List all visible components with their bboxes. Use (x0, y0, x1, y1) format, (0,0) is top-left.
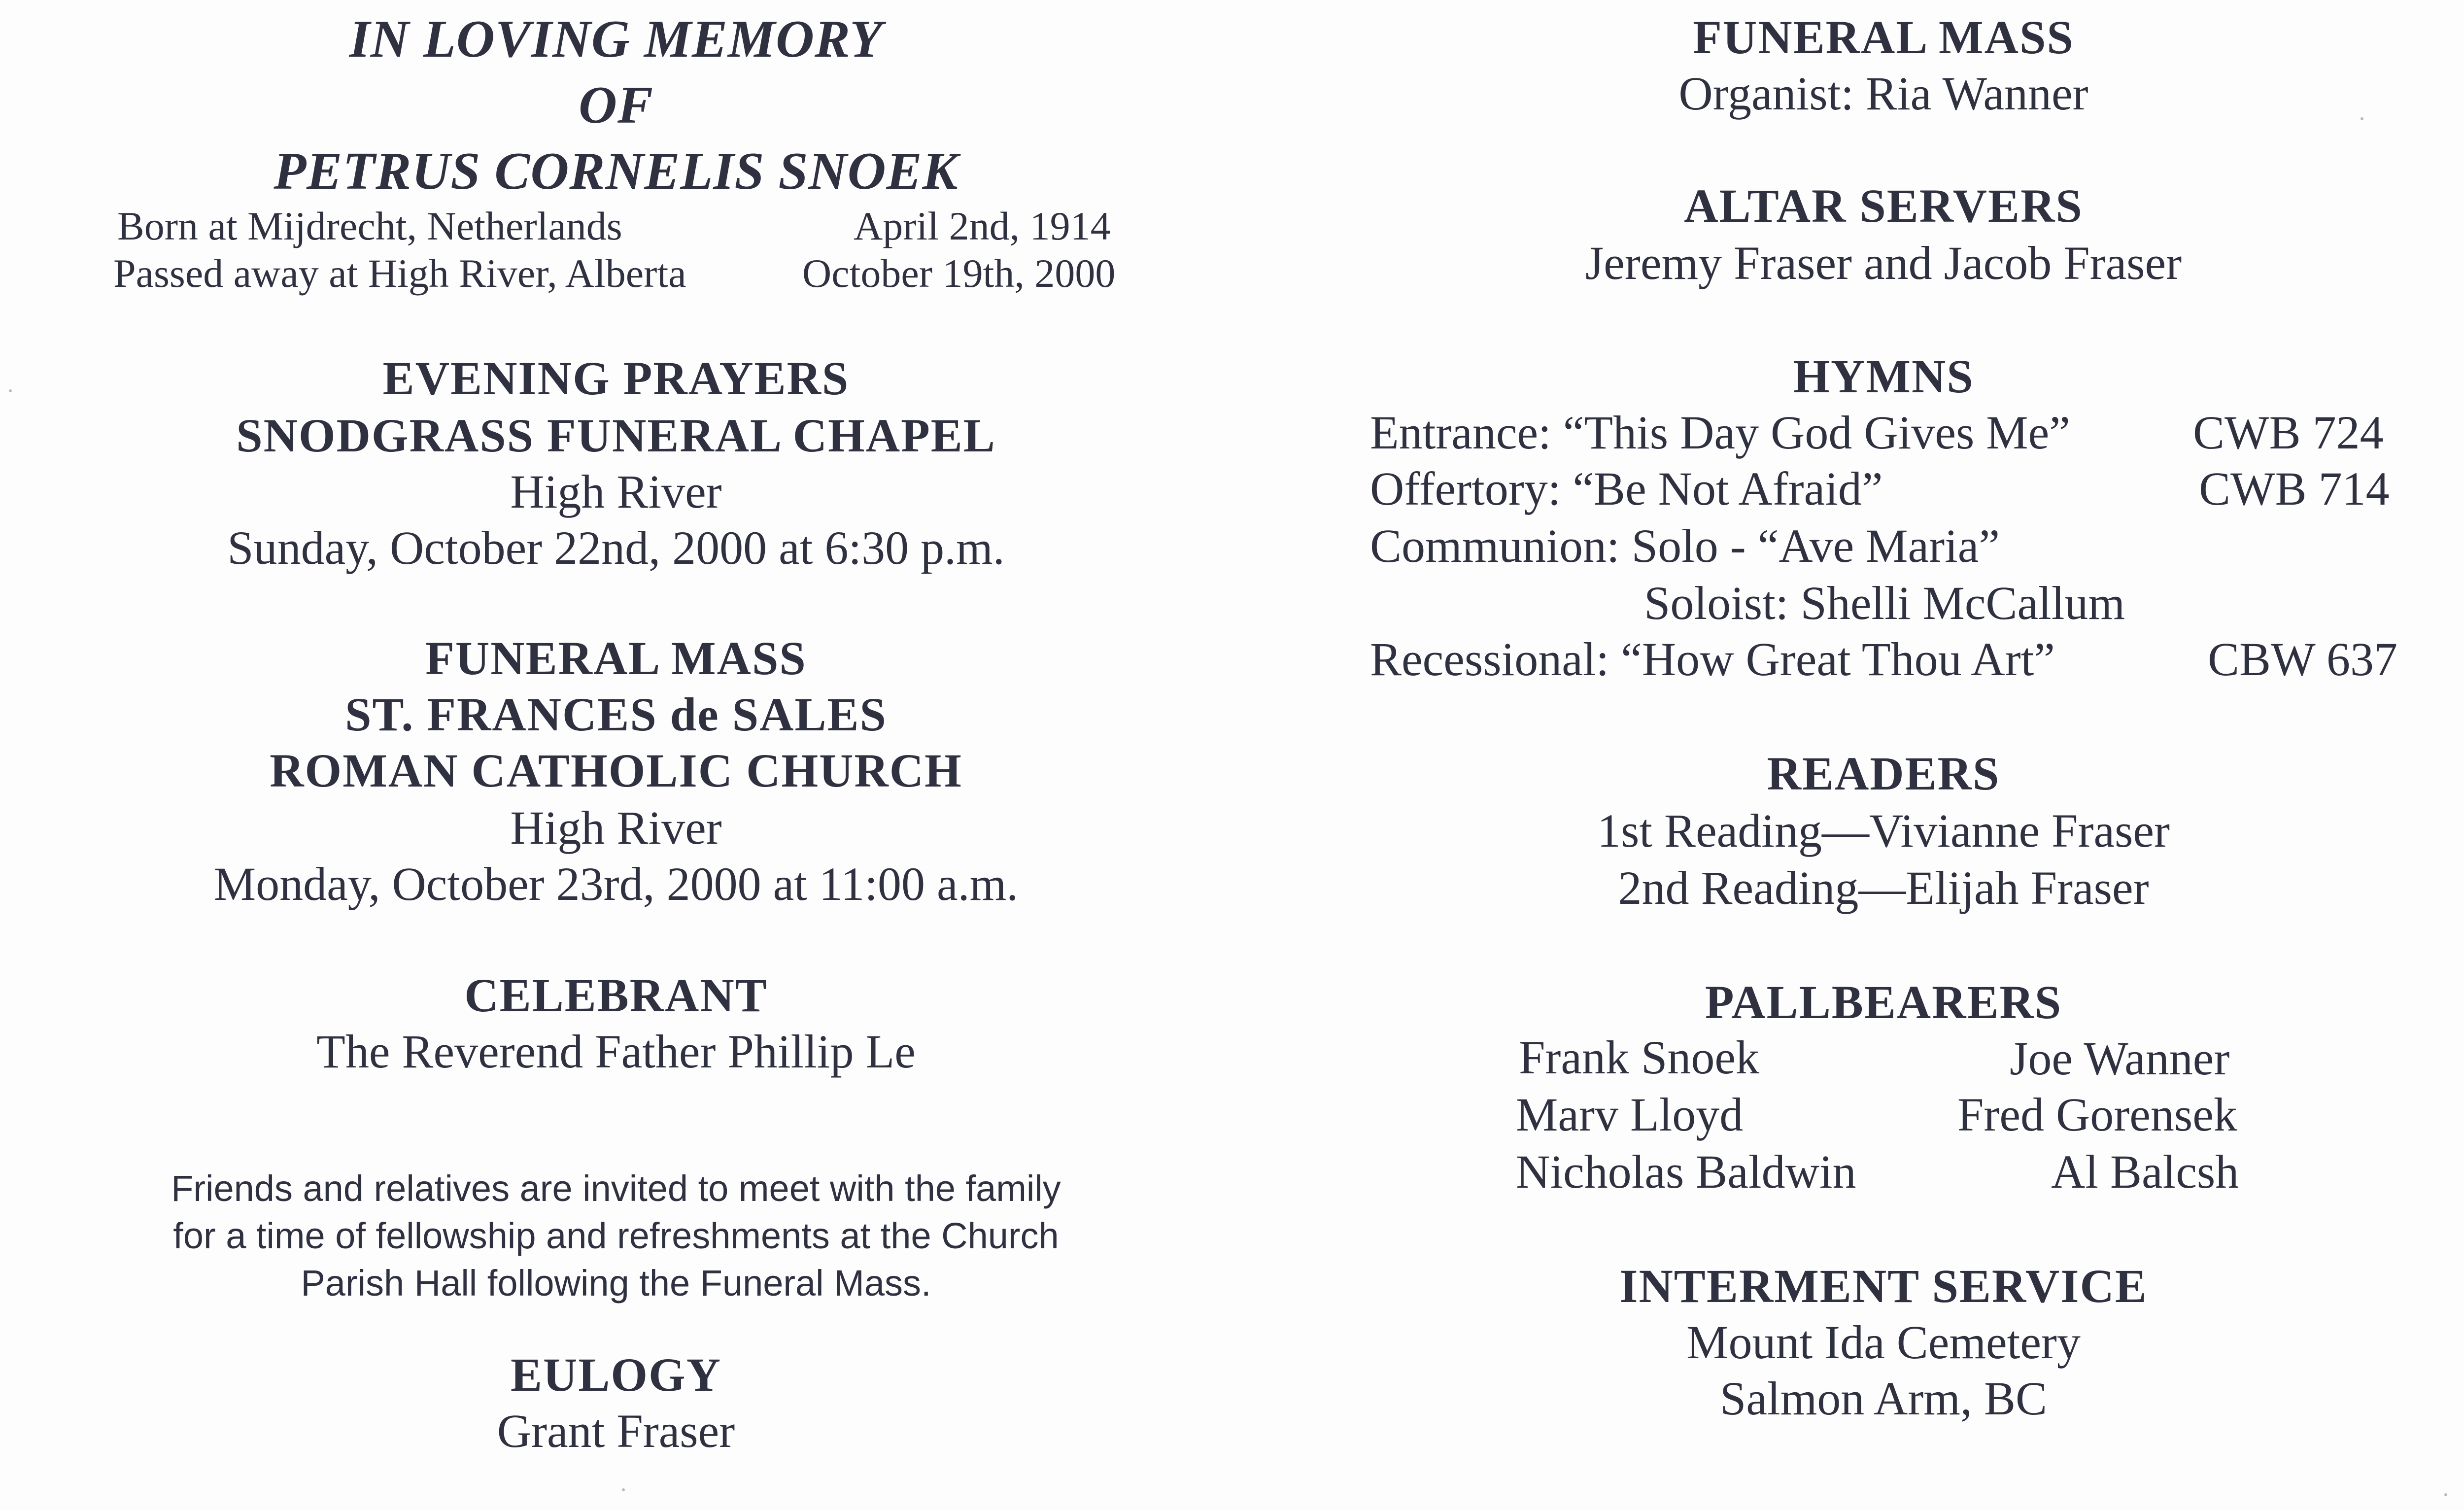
pallbearer-right-2: Fred Gorensek (1957, 1088, 2237, 1141)
pallbearers-heading: PALLBEARERS (1705, 976, 2062, 1029)
funeral-mass-datetime: Monday, October 23rd, 2000 at 11:00 a.m. (213, 858, 1019, 910)
scan-speck (9, 389, 12, 392)
funeral-mass-heading: FUNERAL MASS (425, 632, 807, 685)
hymn-entrance-ref: CWB 724 (2193, 406, 2384, 459)
readers-heading: READERS (1767, 747, 2000, 800)
reader-first: 1st Reading—Vivianne Fraser (1597, 804, 2170, 857)
pallbearer-right-3: Al Balcsh (2051, 1145, 2239, 1198)
hymn-communion: Communion: Solo - “Ave Maria” (1370, 519, 2000, 572)
passed-date: October 19th, 2000 (802, 251, 1116, 296)
altar-servers-names: Jeremy Fraser and Jacob Fraser (1585, 237, 2182, 289)
hymns-heading: HYMNS (1793, 350, 1974, 403)
evening-prayers-datetime: Sunday, October 22nd, 2000 at 6:30 p.m. (227, 521, 1005, 574)
funeral-mass-town: High River (510, 801, 722, 854)
pallbearer-left-1: Frank Snoek (1519, 1031, 1759, 1084)
born-date: April 2nd, 1914 (854, 204, 1111, 248)
passed-label: Passed away at High River, Alberta (113, 251, 686, 296)
interment-heading: INTERMENT SERVICE (1619, 1260, 2148, 1312)
hymn-recessional: Recessional: “How Great Thou Art” (1370, 633, 2055, 686)
interment-place: Salmon Arm, BC (1719, 1372, 2048, 1425)
altar-servers-heading: ALTAR SERVERS (1684, 179, 2083, 232)
eulogy-heading: EULOGY (510, 1348, 722, 1401)
memorial-title-line-3: PETRUS CORNELIS SNOEK (274, 142, 958, 201)
invitation-paragraph (171, 1165, 1061, 1307)
pallbearer-left-3: Nicholas Baldwin (1516, 1145, 1856, 1198)
interment-cemetery: Mount Ida Cemetery (1686, 1316, 2081, 1369)
hymn-recessional-ref: CBW 637 (2208, 633, 2397, 686)
memorial-title-line-2: OF (578, 76, 654, 135)
invitation-line-2: for a time of fellowship and refreshments at the Church (173, 1215, 1059, 1256)
hymn-offertory-ref: CWB 714 (2199, 462, 2390, 515)
hymn-entrance: Entrance: “This Day God Gives Me” (1370, 406, 2070, 459)
celebrant-heading: CELEBRANT (464, 969, 768, 1022)
scan-speck (622, 1488, 625, 1491)
evening-prayers-town: High River (510, 465, 722, 518)
reader-second: 2nd Reading—Elijah Fraser (1618, 861, 2149, 914)
scan-speck (2361, 117, 2363, 120)
scan-speck (2444, 1493, 2447, 1496)
celebrant-name: The Reverend Father Phillip Le (316, 1025, 916, 1078)
evening-prayers-venue: SNODGRASS FUNERAL CHAPEL (236, 409, 996, 462)
evening-prayers-heading: EVENING PRAYERS (382, 352, 850, 405)
right-page (1248, 0, 2464, 1510)
church-name-line-2: ROMAN CATHOLIC CHURCH (270, 744, 962, 797)
pallbearer-left-2: Marv Lloyd (1516, 1088, 1744, 1141)
invitation-line-1: Friends and relatives are invited to meet with the family (171, 1168, 1061, 1209)
born-label: Born at Mijdrecht, Netherlands (117, 204, 622, 248)
right-funeral-mass-heading: FUNERAL MASS (1693, 11, 2074, 64)
eulogy-name: Grant Fraser (497, 1405, 735, 1457)
pallbearer-right-1: Joe Wanner (2010, 1032, 2230, 1085)
hymn-offertory: Offertory: “Be Not Afraid” (1370, 462, 1883, 515)
invitation-line-3: Parish Hall following the Funeral Mass. (301, 1263, 931, 1304)
hymn-soloist: Soloist: Shelli McCallum (1644, 577, 2125, 629)
organist: Organist: Ria Wanner (1678, 67, 2088, 120)
church-name-line-1: ST. FRANCES de SALES (345, 688, 887, 741)
memorial-title-line-1: IN LOVING MEMORY (349, 10, 883, 69)
